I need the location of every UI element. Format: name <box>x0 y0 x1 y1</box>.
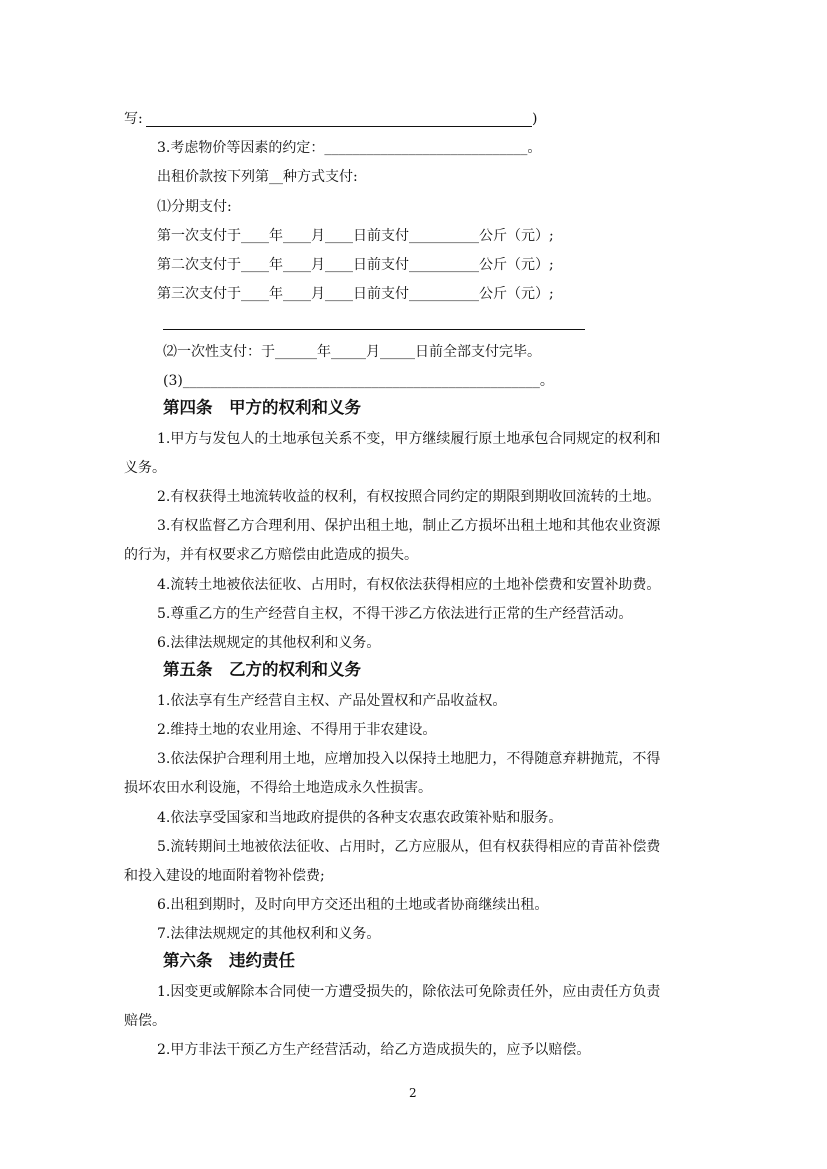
installment-title: ⑴分期支付: <box>157 199 232 215</box>
article-4-item-1a: 1.甲方与发包人的土地承包关系不变，甲方继续履行原土地承包合同规定的权利和 <box>157 431 661 447</box>
page-number: 2 <box>409 1086 417 1100</box>
article-4-heading: 第四条 甲方的权利和义务 <box>163 398 361 417</box>
first-payment-line: 第一次支付于____年____月____日前支付__________公斤（元）; <box>157 228 554 244</box>
article-4-item-3b: 的行为，并有权要求乙方赔偿由此造成的损失。 <box>124 547 418 563</box>
lump-sum-line: ⑵一次性支付：于______年_____月_____日前全部支付完毕。 <box>163 344 541 360</box>
article-4-item-4: 4.流转土地被依法征收、占用时，有权依法获得相应的土地补偿费和安置补助费。 <box>157 577 661 593</box>
price-factor-clause: 3.考虑物价等因素的约定：_____________________________。 <box>157 140 542 156</box>
article-6-item-2: 2.甲方非法干预乙方生产经营活动，给乙方造成损失的，应予以赔偿。 <box>157 1042 591 1058</box>
write-prefix: 写: <box>124 111 143 127</box>
article-5-item-4: 4.依法享受国家和当地政府提供的各种支农惠农政策补贴和服务。 <box>157 810 563 826</box>
article-5-item-3a: 3.依法保护合理利用土地，应增加投入以保持土地肥力，不得随意弃耕抛荒，不得 <box>157 751 661 767</box>
article-5-item-5b: 和投入建设的地面附着物补偿费; <box>124 868 325 884</box>
article-5-item-2: 2.维持土地的农业用途、不得用于非农建设。 <box>157 722 437 738</box>
other-method-line: (3)___________________________________________________。 <box>163 373 554 389</box>
article-6-item-1b: 赔偿。 <box>124 1013 166 1029</box>
article-5-item-3b: 损坏农田水利设施，不得给土地造成永久性损害。 <box>124 780 432 796</box>
article-5-item-6: 6.出租到期时，及时向甲方交还出租的土地或者协商继续出租。 <box>157 897 549 913</box>
write-suffix: ) <box>532 111 538 127</box>
article-6-heading: 第六条 违约责任 <box>163 951 295 970</box>
third-payment-line: 第三次支付于____年____月____日前支付__________公斤（元）; <box>157 286 554 302</box>
article-5-heading: 第五条 乙方的权利和义务 <box>163 660 361 679</box>
article-4-item-2: 2.有权获得土地流转收益的权利，有权按照合同约定的期限到期收回流转的土地。 <box>157 489 661 505</box>
article-4-item-1b: 义务。 <box>124 460 166 476</box>
article-5-item-5a: 5.流转期间土地被依法征收、占用时，乙方应服从，但有权获得相应的青苗补偿费 <box>157 839 661 855</box>
article-4-item-3a: 3.有权监督乙方合理利用、保护出租土地，制止乙方损坏出租土地和其他农业资源 <box>157 518 661 534</box>
article-5-item-7: 7.法律法规规定的其他权利和义务。 <box>157 926 381 942</box>
article-4-item-5: 5.尊重乙方的生产经营自主权，不得干涉乙方依法进行正常的生产经营活动。 <box>157 606 633 622</box>
article-4-item-6: 6.法律法规规定的其他权利和义务。 <box>157 635 381 651</box>
installment-extra-blank-line <box>163 329 585 330</box>
article-6-item-1a: 1.因变更或解除本合同使一方遭受损失的，除依法可免除责任外，应由责任方负责 <box>157 984 661 1000</box>
payment-method-clause: 出租价款按下列第__种方式支付: <box>157 169 358 185</box>
second-payment-line: 第二次支付于____年____月____日前支付__________公斤（元）; <box>157 257 554 273</box>
write-blank-line <box>146 126 532 127</box>
article-5-item-1: 1.依法享有生产经营自主权、产品处置权和产品收益权。 <box>157 693 507 709</box>
